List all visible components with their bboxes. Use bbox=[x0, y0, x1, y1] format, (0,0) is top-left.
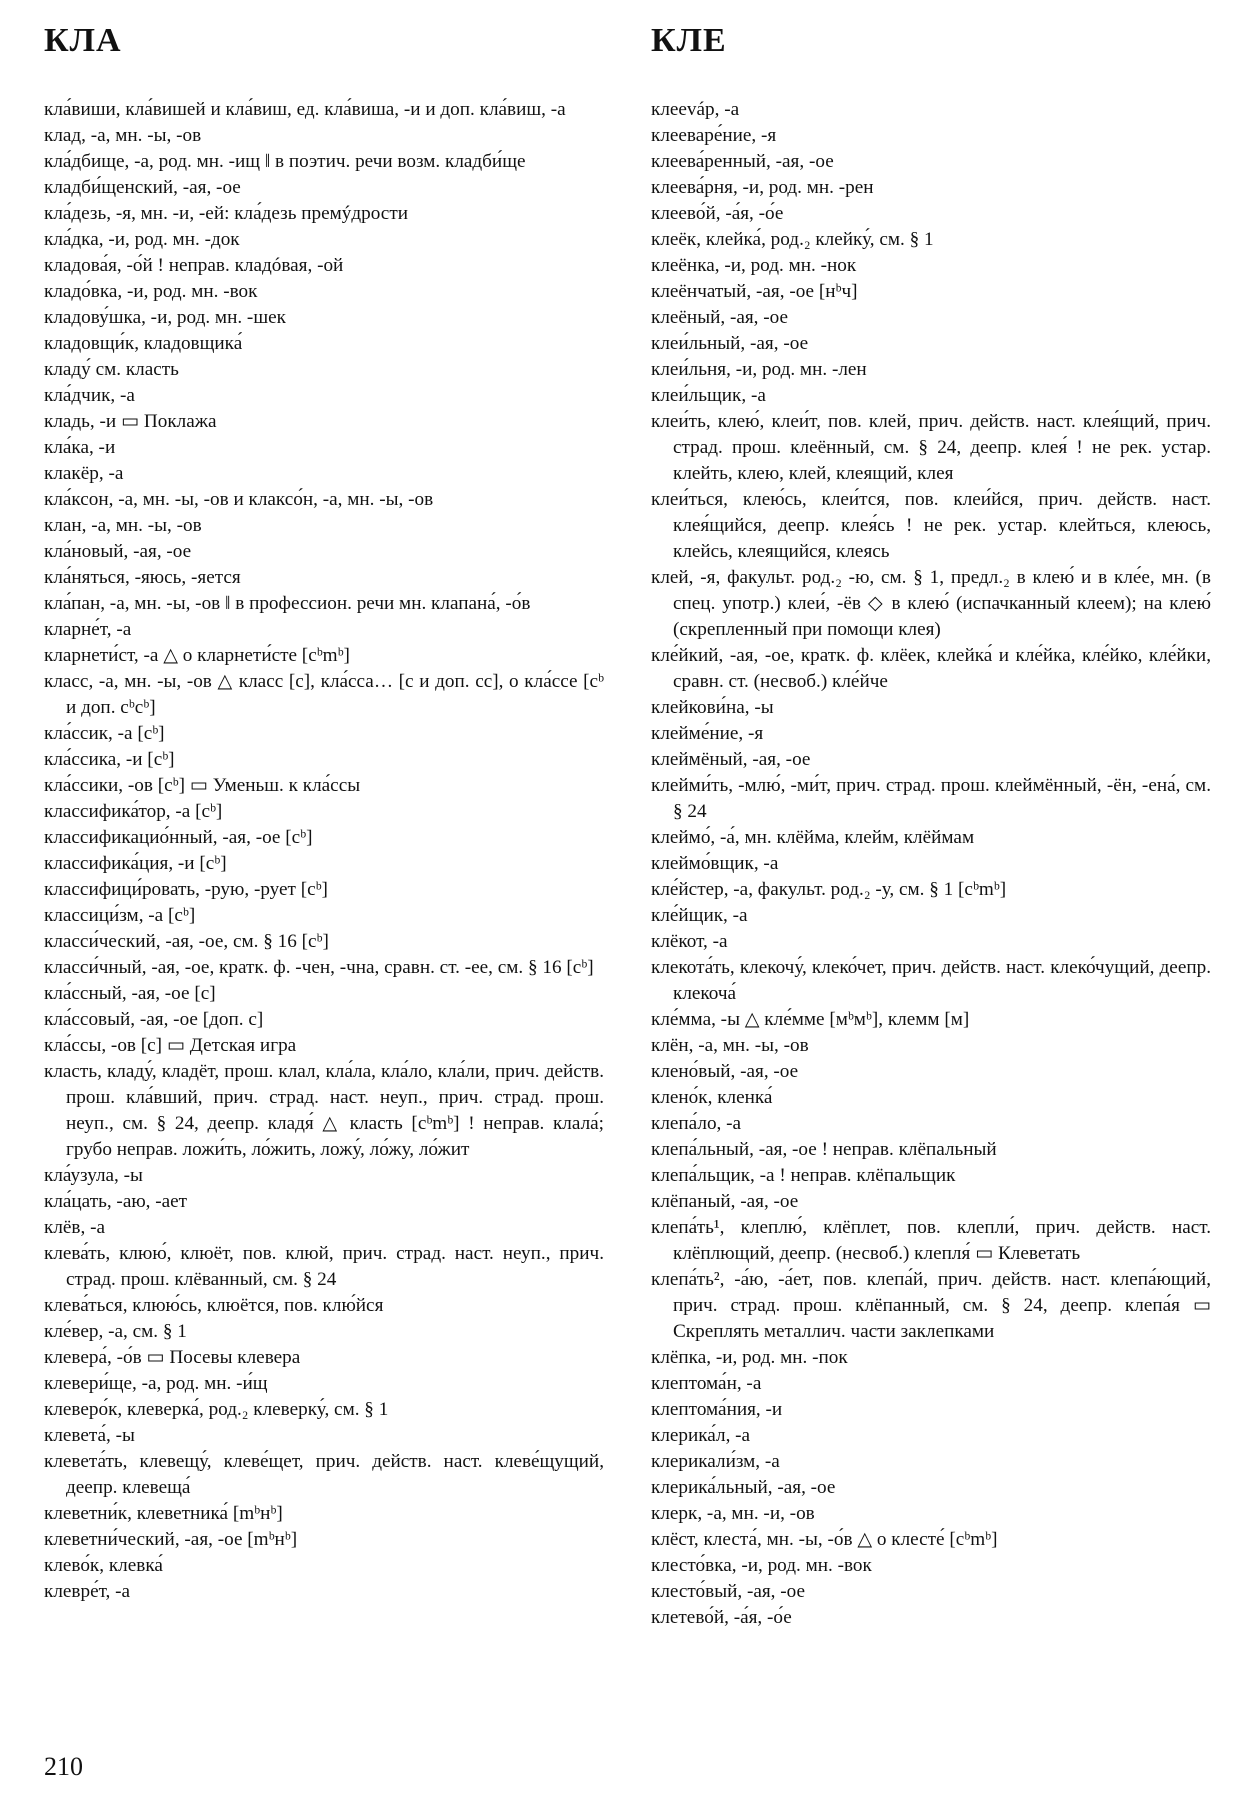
dictionary-entry: клетево́й, -а́я, -о́е bbox=[651, 1607, 792, 1628]
dictionary-entry: клейме́ние, -я bbox=[651, 723, 764, 744]
dictionary-entry: клееváр, -а bbox=[651, 99, 740, 120]
dictionary-entry: клеймо́вщик, -а bbox=[651, 853, 779, 874]
dictionary-entry: клевре́т, -а bbox=[44, 1581, 131, 1602]
dictionary-entry: клакёр, -а bbox=[44, 463, 124, 484]
dictionary-entry: клеи́ть, клею́, клеи́т, пов. клей, прич. действ. наст. клея́щий, прич. страд. прош. клеённый, см. § 24, деепр. клея́ ! не рек. устар. клейть, клею, клей, клеящий, клея bbox=[651, 411, 1211, 484]
dictionary-entry: клеветни́ческий, -ая, -ое [mᵇнᵇ] bbox=[44, 1529, 298, 1550]
dictionary-entry: клесто́вка, -и, род. мн. -вок bbox=[651, 1555, 872, 1576]
dictionary-entry: клесто́вый, -ая, -ое bbox=[651, 1581, 806, 1602]
dictionary-entry: кле́мма, -ы △ кле́мме [мᵇмᵇ], клемм [м] bbox=[651, 1009, 970, 1030]
dictionary-entry: клеёнчатый, -ая, -ое [нᵇч] bbox=[651, 281, 858, 302]
dictionary-entry: кле́вер, -а, см. § 1 bbox=[44, 1321, 187, 1342]
dictionary-entry: клерк, -а, мн. -и, -ов bbox=[651, 1503, 815, 1524]
dictionary-entry: клева́ться, клюю́сь, клюётся, пов. клю́йся bbox=[44, 1295, 384, 1316]
left-column bbox=[44, 97, 604, 1605]
dictionary-entry: кла́дчик, -а bbox=[44, 385, 135, 406]
dictionary-entry: кла́пан, -а, мн. -ы, -ов ‖ в профессион. речи мн. клапана́, -о́в bbox=[44, 593, 531, 614]
dictionary-entry: кла́ссовый, -ая, -ое [доп. c] bbox=[44, 1009, 264, 1030]
dictionary-entry: клёкот, -а bbox=[651, 931, 728, 952]
page-header bbox=[44, 22, 1219, 70]
dictionary-entry: клеёный, -ая, -ое bbox=[651, 307, 789, 328]
dictionary-entry: классифици́ровать, -рую, -рует [cᵇ] bbox=[44, 879, 328, 900]
dictionary-entry: клёпка, -и, род. мн. -пок bbox=[651, 1347, 848, 1368]
dictionary-entry: клеи́льный, -ая, -ое bbox=[651, 333, 809, 354]
dictionary-entry: клейми́ть, -млю́, -ми́т, прич. страд. прош. клеймённый, -ён, -ена́, см. § 24 bbox=[651, 775, 1211, 822]
dictionary-entry: кле́йкий, -ая, -ое, кратк. ф. клёек, клейка́ и кле́йка, кле́йко, кле́йки, сравн. ст. (несвоб.) кле́йче bbox=[651, 645, 1211, 692]
dictionary-entry: класси́чный, -ая, -ое, кратк. ф. -чен, -чна, сравн. ст. -ее, см. § 16 [cᵇ] bbox=[44, 957, 594, 978]
dictionary-entry: клеи́льщик, -а bbox=[651, 385, 766, 406]
dictionary-entry: классифика́ция, -и [cᵇ] bbox=[44, 853, 227, 874]
dictionary-entry: кладо́вка, -и, род. мн. -вок bbox=[44, 281, 258, 302]
dictionary-entry: кладу́ см. класть bbox=[44, 359, 179, 380]
dictionary-entry: кла́няться, -яюсь, -яется bbox=[44, 567, 241, 588]
dictionary-entry: клёпаный, -ая, -ое bbox=[651, 1191, 799, 1212]
dictionary-entry: кла́узула, -ы bbox=[44, 1165, 143, 1186]
dictionary-entry: клептома́н, -а bbox=[651, 1373, 762, 1394]
dictionary-entry: клеёк, клейка́, род.₂ клейку́, см. § 1 bbox=[651, 229, 934, 250]
dictionary-entry: кла́виши, кла́вишей и кла́виш, ед. кла́виша, -и и доп. кла́виш, -а bbox=[44, 99, 566, 120]
dictionary-entry: кла́цать, -аю, -ает bbox=[44, 1191, 188, 1212]
dictionary-entry: клево́к, клевка́ bbox=[44, 1555, 163, 1576]
dictionary-entry: клёв, -а bbox=[44, 1217, 105, 1238]
dictionary-entry: клекота́ть, клекочу́, клеко́чет, прич. действ. наст. клеко́чущий, деепр. клекоча́ bbox=[651, 957, 1211, 1004]
dictionary-entry: кла́ка, -и bbox=[44, 437, 116, 458]
page-number: 210 bbox=[44, 1752, 83, 1781]
dictionary-entry: клевери́ще, -а, род. мн. -и́щ bbox=[44, 1373, 268, 1394]
dictionary-entry: клан, -а, мн. -ы, -ов bbox=[44, 515, 202, 536]
dictionary-entry: клеветни́к, клеветника́ [mᵇнᵇ] bbox=[44, 1503, 283, 1524]
dictionary-entry: кла́ссик, -а [cᵇ] bbox=[44, 723, 165, 744]
dictionary-entry: кла́дка, -и, род. мн. -док bbox=[44, 229, 240, 250]
dictionary-entry: кладову́шка, -и, род. мн. -шек bbox=[44, 307, 286, 328]
dictionary-entry: кла́ксон, -а, мн. -ы, -ов и клаксо́н, -а, мн. -ы, -ов bbox=[44, 489, 434, 510]
dictionary-entry: клеева́рня, -и, род. мн. -рен bbox=[651, 177, 874, 198]
dictionary-entry: клёст, клеста́, мн. -ы, -о́в △ о клесте́ [cᵇmᵇ] bbox=[651, 1529, 998, 1550]
dictionary-entry: клепа́льный, -ая, -ое ! неправ. клёпальный bbox=[651, 1139, 997, 1160]
dictionary-entry: клептома́ния, -и bbox=[651, 1399, 783, 1420]
dictionary-entry: кладби́щенский, -ая, -ое bbox=[44, 177, 241, 198]
header-left-guide-word: КЛА bbox=[44, 22, 122, 59]
dictionary-entry: классификацио́нный, -ая, -ое [cᵇ] bbox=[44, 827, 313, 848]
dictionary-entry: клён, -а, мн. -ы, -ов bbox=[651, 1035, 809, 1056]
dictionary-entry: клеи́льня, -и, род. мн. -лен bbox=[651, 359, 867, 380]
dictionary-entry: кла́дезь, -я, мн. -и, -ей: кла́дезь премýдрости bbox=[44, 203, 408, 224]
right-column bbox=[651, 97, 1211, 1631]
dictionary-entry: классици́зм, -а [cᵇ] bbox=[44, 905, 196, 926]
dictionary-entry: клевера́, -о́в ▭ Посевы клевера bbox=[44, 1347, 301, 1368]
dictionary-entry: клеева́ренный, -ая, -ое bbox=[651, 151, 834, 172]
dictionary-entry: кладовщи́к, кладовщика́ bbox=[44, 333, 243, 354]
dictionary-entry: клеймо́, -а́, мн. клёйма, клейм, клёймам bbox=[651, 827, 975, 848]
dictionary-entry: кла́ссный, -ая, -ое [c] bbox=[44, 983, 216, 1004]
dictionary-entry: клеймёный, -ая, -ое bbox=[651, 749, 811, 770]
dictionary-entry: клено́к, кленка́ bbox=[651, 1087, 773, 1108]
dictionary-entry: клеи́ться, клею́сь, клеи́тся, пов. клеи́йся, прич. действ. наст. клея́щийся, деепр. клея́сь ! не рек. устар. клейться, клеюсь, клейсь, клеящийся, клеясь bbox=[651, 489, 1211, 562]
dictionary-entry: клееваре́ние, -я bbox=[651, 125, 777, 146]
dictionary-entry: кле́йщик, -а bbox=[651, 905, 748, 926]
dictionary-entry: кладова́я, -о́й ! неправ. кладóвая, -ой bbox=[44, 255, 344, 276]
dictionary-entry: кле́йстер, -а, факульт. род.₂ -у, см. § 1 [cᵇmᵇ] bbox=[651, 879, 1007, 900]
dictionary-entry: клепа́ло, -а bbox=[651, 1113, 742, 1134]
dictionary-entry: клейкови́на, -ы bbox=[651, 697, 774, 718]
dictionary-entry: клеверо́к, клеверка́, род.₂ клеверку́, см. § 1 bbox=[44, 1399, 389, 1420]
dictionary-entry: клеево́й, -а́я, -о́е bbox=[651, 203, 784, 224]
dictionary-entry: кла́ссики, -ов [cᵇ] ▭ Уменьш. к кла́ссы bbox=[44, 775, 361, 796]
header-right-guide-word: КЛЕ bbox=[651, 22, 727, 59]
dictionary-entry: клей, -я, факульт. род.₂ -ю, см. § 1, предл.₂ в клею́ и в кле́е, мн. (в спец. употр.) клеи́, -ёв ◇ в клею́ (испачканный клеем); на клею́ (скрепленный при помощи клея) bbox=[651, 567, 1211, 640]
dictionary-entry: класс, -а, мн. -ы, -ов △ класс [c], кла́сса… [c и доп. cc], о кла́ссе [cᵇ и доп. cᵇcᵇ] bbox=[44, 671, 604, 718]
dictionary-entry: клерика́л, -а bbox=[651, 1425, 751, 1446]
dictionary-entry: классифика́тор, -а [cᵇ] bbox=[44, 801, 223, 822]
dictionary-entry: кла́новый, -ая, -ое bbox=[44, 541, 192, 562]
dictionary-entry: кларне́т, -а bbox=[44, 619, 132, 640]
dictionary-entry: клева́ть, клюю́, клюёт, пов. клюй, прич. страд. наст. неуп., прич. страд. прош. клёванный, см. § 24 bbox=[44, 1243, 604, 1290]
dictionary-entry: кларнети́ст, -а △ о кларнети́сте [cᵇmᵇ] bbox=[44, 645, 350, 666]
dictionary-entry: клевета́, -ы bbox=[44, 1425, 135, 1446]
dictionary-entry: клеёнка, -и, род. мн. -нок bbox=[651, 255, 857, 276]
dictionary-entry: кла́дбище, -а, род. мн. -ищ ‖ в поэтич. речи возм. кладби́ще bbox=[44, 151, 526, 172]
dictionary-entry: клевета́ть, клевещу́, клеве́щет, прич. действ. наст. клеве́щущий, деепр. клевеща́ bbox=[44, 1451, 604, 1498]
dictionary-entry: класси́ческий, -ая, -ое, см. § 16 [cᵇ] bbox=[44, 931, 329, 952]
dictionary-entry: кла́ссика, -и [cᵇ] bbox=[44, 749, 175, 770]
dictionary-entry: клерикали́зм, -а bbox=[651, 1451, 780, 1472]
dictionary-entry: клепа́льщик, -а ! неправ. клёпальщик bbox=[651, 1165, 956, 1186]
dictionary-entry: клад, -а, мн. -ы, -ов bbox=[44, 125, 202, 146]
dictionary-entry: класть, кладу́, кладёт, прош. клал, кла́ла, кла́ло, кла́ли, прич. действ. прош. кла́вший, прич. страд. наст. неуп., прич. страд. прош. неуп., см. § 24, деепр. кладя́ △ класть [cᵇmᵇ] ! неправ. клала́; грубо неправ. ложи́ть, ло́жить, ложу́, ло́жу, ло́жит bbox=[44, 1061, 604, 1160]
dictionary-entry: клепа́ть², -а́ю, -а́ет, пов. клепа́й, прич. действ. наст. клепа́ющий, прич. страд. прош. клёпанный, см. § 24, деепр. клепа́я ▭ Скреплять металлич. части заклепками bbox=[651, 1269, 1211, 1342]
dictionary-entry: кладь, -и ▭ Поклажа bbox=[44, 411, 217, 432]
dictionary-entry: клепа́ть¹, клеплю́, клёплет, пов. клепли́, прич. действ. наст. клёплющий, деепр. (несвоб.) клепля́ ▭ Клеветать bbox=[651, 1217, 1211, 1264]
dictionary-entry: клерика́льный, -ая, -ое bbox=[651, 1477, 836, 1498]
dictionary-entry: кла́ссы, -ов [c] ▭ Детская игра bbox=[44, 1035, 297, 1056]
dictionary-entry: клено́вый, -ая, -ое bbox=[651, 1061, 799, 1082]
